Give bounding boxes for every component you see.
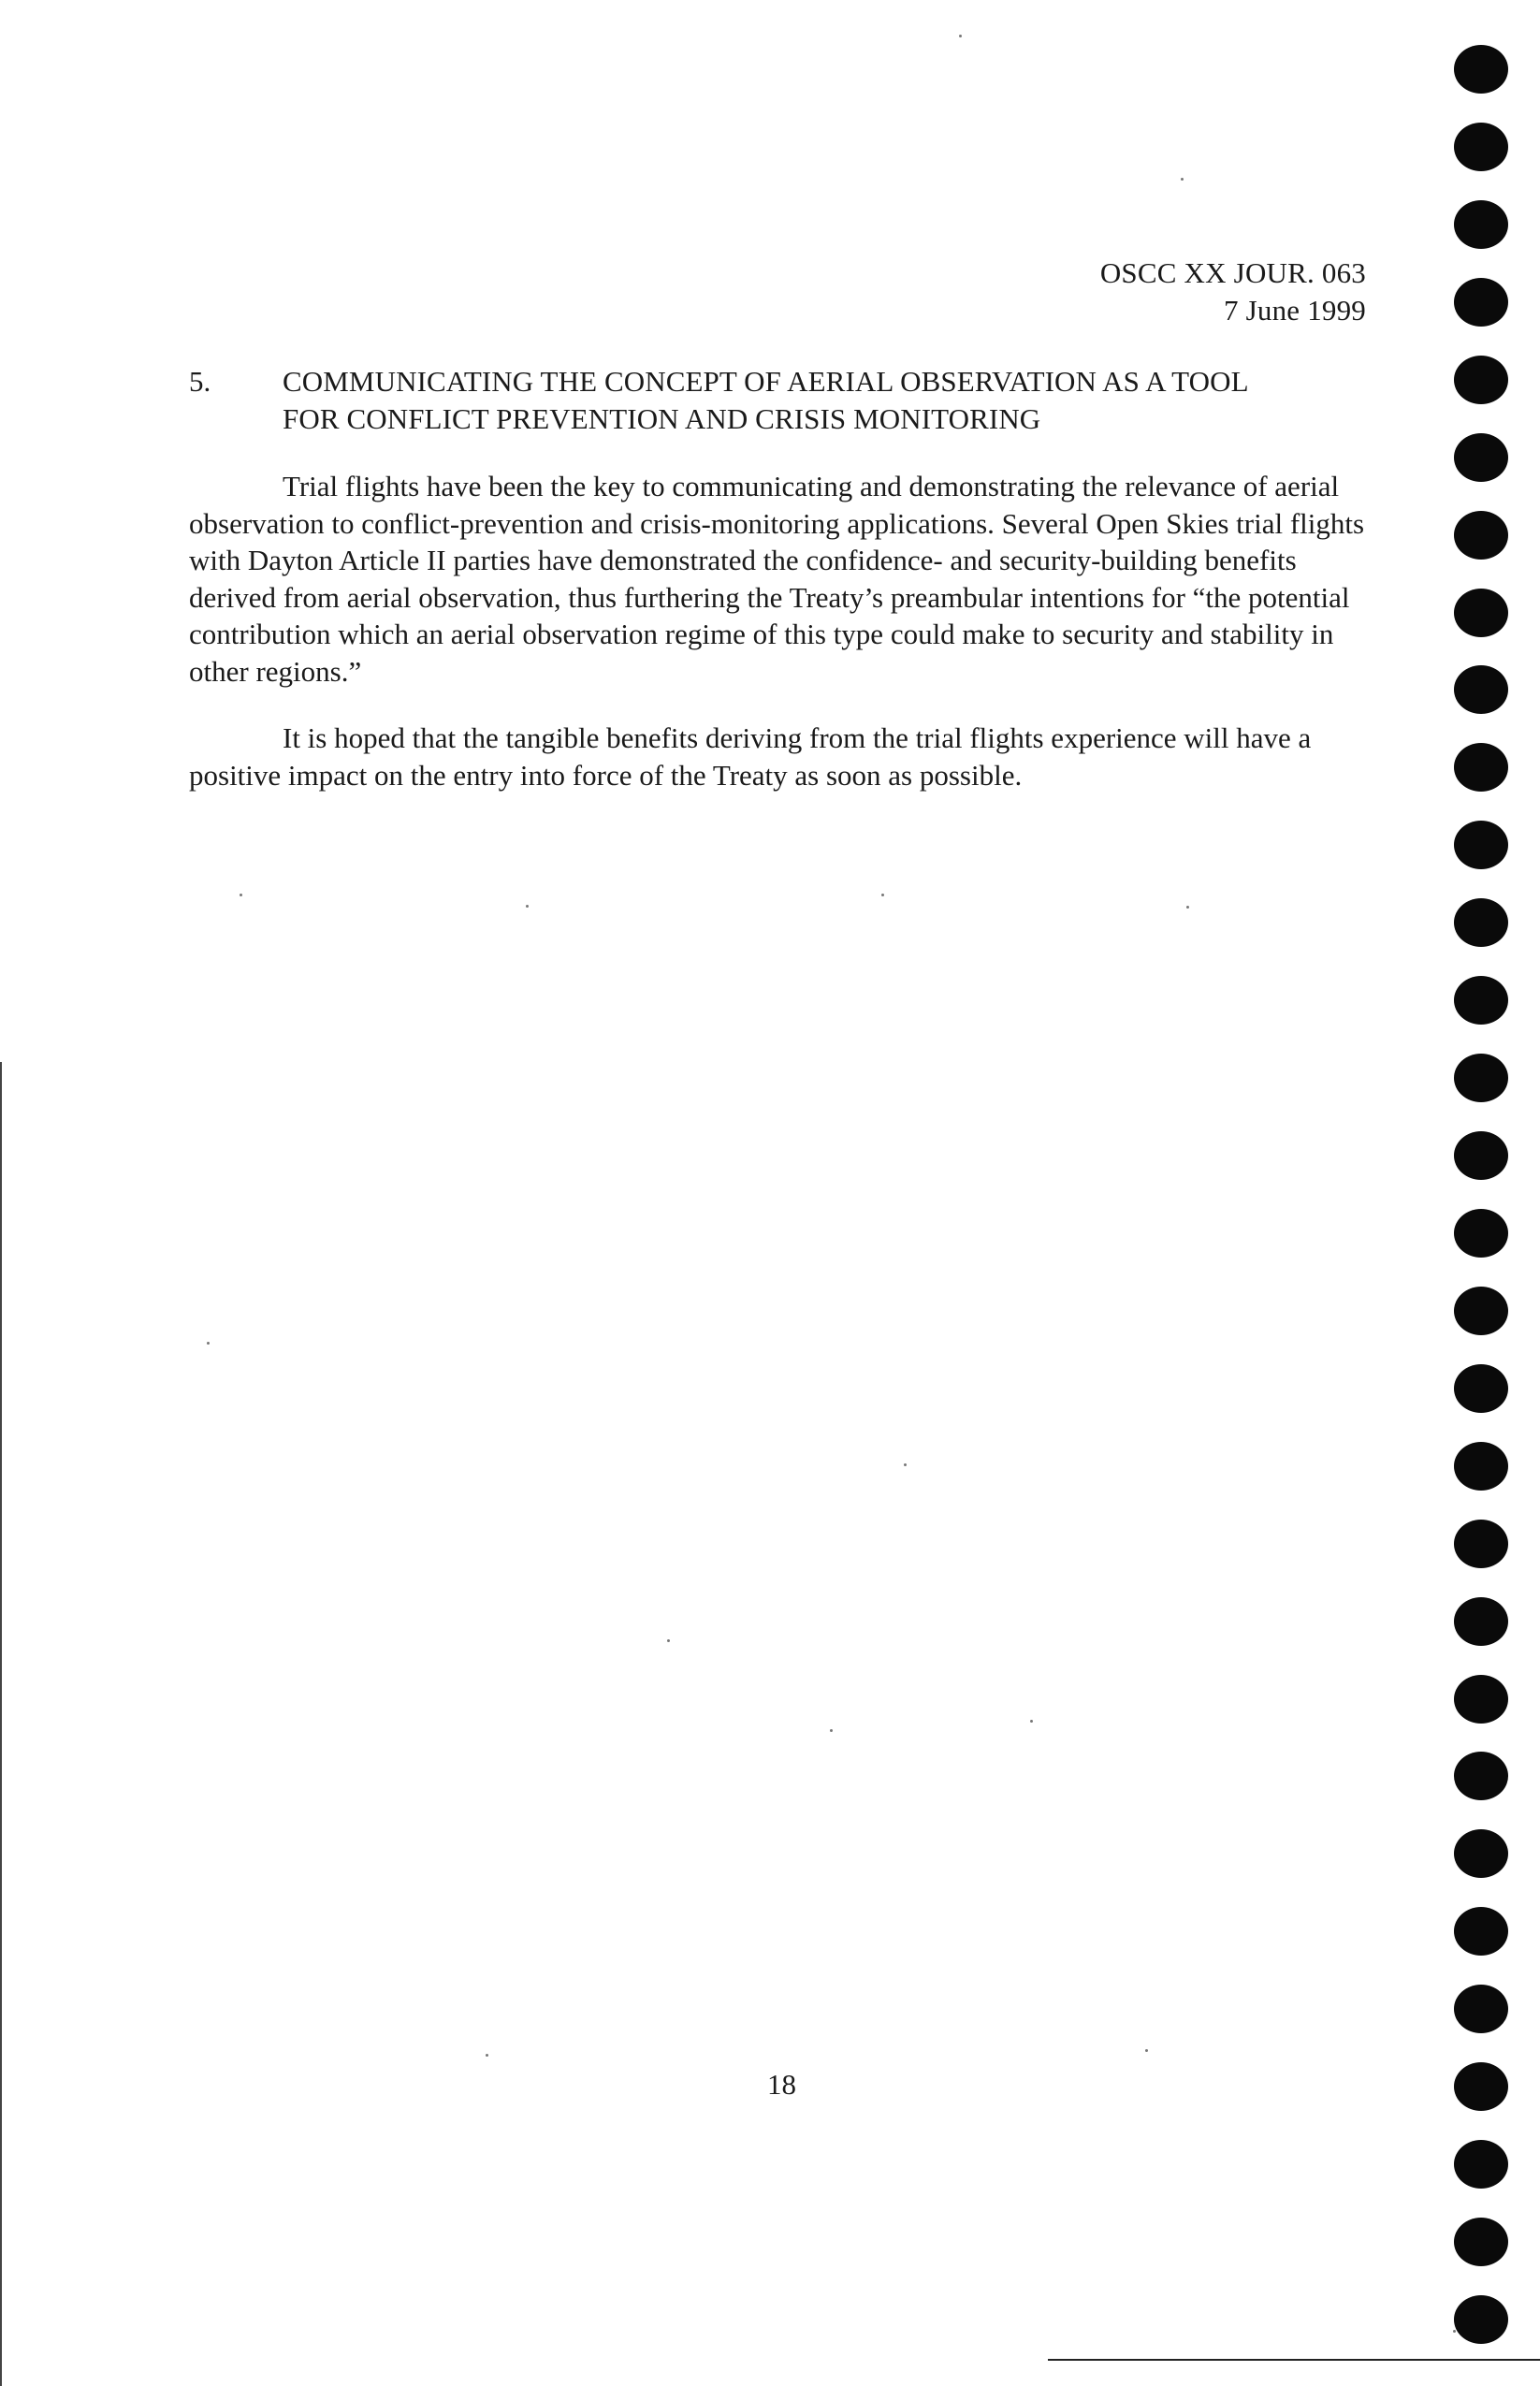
binding-hole	[1454, 1985, 1508, 2033]
scan-speck	[1181, 178, 1184, 181]
scan-speck	[881, 894, 884, 896]
scan-speck	[486, 2054, 488, 2057]
body-paragraph-1: Trial flights have been the key to communicating and demonstrating the relevance of aerial observation to conflict-prevention and crisis-monitoring applications. Several Open Skies trial flights with Dayton Article II parties have demonstrated the confidence- and security-building benefits derived from aerial observation, thus furthering the Treaty’s preambular intentions for “the potential contribution which an aerial observation regime of this type could make to security and stability in other regions.”	[189, 470, 1365, 688]
binding-hole	[1454, 200, 1508, 249]
binding-hole	[1454, 433, 1508, 482]
binding-hole	[1454, 1520, 1508, 1568]
binding-hole	[1454, 1287, 1508, 1335]
scan-speck	[240, 894, 242, 896]
scan-speck	[1145, 2049, 1148, 2052]
section-heading-line-2: FOR CONFLICT PREVENTION AND CRISIS MONITORING	[283, 402, 1041, 435]
scan-speck	[207, 1342, 210, 1345]
binding-hole	[1454, 1675, 1508, 1724]
binding-hole	[1454, 743, 1508, 792]
left-scan-edge	[0, 1062, 2, 2386]
scan-speck	[1030, 1720, 1033, 1723]
document-reference-block	[1100, 255, 1366, 329]
binding-hole	[1454, 1209, 1508, 1258]
binding-hole	[1454, 976, 1508, 1025]
scan-speck	[526, 905, 529, 908]
binding-hole	[1454, 2295, 1508, 2344]
binding-hole	[1454, 821, 1508, 869]
binding-hole	[1454, 2140, 1508, 2189]
binding-hole	[1454, 2062, 1508, 2111]
binding-hole	[1454, 123, 1508, 171]
section-number: 5.	[189, 365, 211, 398]
scan-speck	[1186, 906, 1189, 909]
binding-hole	[1454, 45, 1508, 94]
scan-speck	[667, 1639, 670, 1642]
document-reference: OSCC XX JOUR. 063	[1099, 256, 1366, 289]
binding-hole	[1454, 1364, 1508, 1413]
scan-speck	[904, 1463, 907, 1466]
section-heading-line-1: COMMUNICATING THE CONCEPT OF AERIAL OBSERVATION AS A TOOL	[283, 365, 1249, 398]
binding-hole	[1454, 1442, 1508, 1491]
binding-hole	[1454, 1054, 1508, 1102]
binding-hole	[1454, 278, 1508, 327]
binding-hole	[1454, 665, 1508, 714]
scan-speck	[959, 35, 962, 37]
binding-hole	[1454, 1597, 1508, 1646]
binding-hole	[1454, 1752, 1508, 1800]
binding-hole	[1454, 589, 1508, 637]
section-heading	[283, 363, 1405, 438]
binding-holes	[1454, 45, 1519, 2328]
document-date: 7 June 1999	[1223, 294, 1366, 327]
scan-speck	[830, 1729, 833, 1732]
page-number: 18	[767, 2068, 796, 2101]
binding-hole	[1454, 511, 1508, 560]
binding-hole	[1454, 356, 1508, 404]
binding-hole	[1454, 1829, 1508, 1878]
binding-hole	[1454, 1131, 1508, 1180]
binding-hole	[1454, 2218, 1508, 2266]
scan-speck	[1453, 2330, 1456, 2333]
body-paragraph-2: It is hoped that the tangible benefits deriving from the trial flights experience will have a positive impact on the entry into force of the Treaty as soon as possible.	[189, 721, 1312, 792]
binding-hole	[1454, 1907, 1508, 1956]
binding-hole	[1454, 898, 1508, 947]
bottom-rule	[1048, 2359, 1540, 2361]
